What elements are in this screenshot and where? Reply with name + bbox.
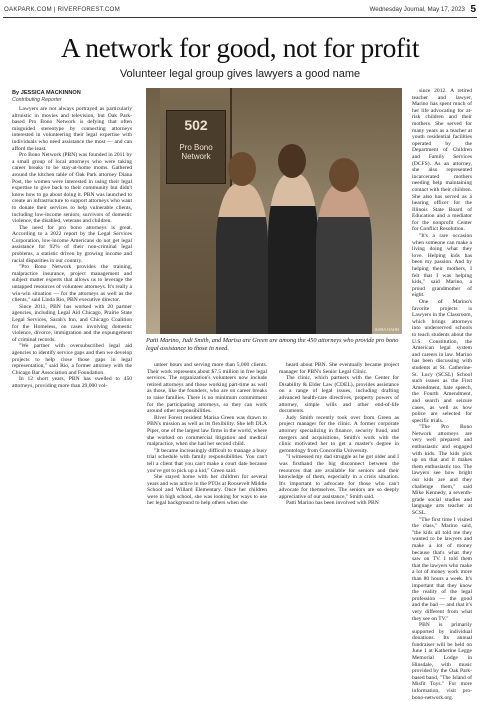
paragraph: Since 2011, PBN has worked with 20 partner agencies, including Legal Aid Chicago, Prairie State Legal Services, Sarah's Inn, and Chicago Coalition for the Homeless, on cases involving domestic violence, divorce, immigration and the expungement of criminal records. — [12, 303, 132, 343]
article-column-2 — [147, 362, 267, 507]
article-column-4 — [412, 88, 472, 701]
paragraph: Patti Marino has been involved with PBN — [286, 500, 379, 507]
byline: By JESSICA MACKINNON — [12, 90, 81, 96]
paragraph: "I witnessed my dad struggle as he got older and I was firsthand the big disconnect between the resources that are available for seniors and their knowledge of them, especially in a crisis situation. It's important to advocate for those who can't advocate for themselves. The seniors are so deeply appreciative of our assistance," Smith said. — [279, 454, 399, 500]
sign-number: 502 — [184, 117, 208, 133]
photo-head-right — [329, 158, 359, 192]
paragraph: One of Marino's favorite projects is Lawyers in the Classroom, which brings attorneys into underserved schools to teach students about the U.S. Constitution, the American legal system and careers in law. Marino has been discussing with students at St. Catherine-St. Lucy (SCSL) School such issues as the First Amendment, hate speech, the Fourth Amendment, and search and seizure cases, as well as how police are selected for specific trials. — [412, 299, 472, 424]
paragraph: River Forest resident Marisa Green was drawn to PBN's mission as well as its flexibility. She left DLA Piper, one of the largest law firms in the world, where she worked on commercial litigation and medical malpractice, when she had her second child. — [147, 414, 267, 448]
photo-head-middle — [278, 144, 306, 178]
paragraph: Pro Bono Network (PBN) was founded in 2011 by a small group of local attorneys who were taking career breaks to be stay-at-home moms. Gathered around the kitchen table of Oak Park attorney Diana Post, the women were interested in using their legal expertise to give back to their community but didn't know how to go about doing it. PBN was launched to create an infrastructure to support attorneys who want to donate their services to help vulnerable clients, including low-income seniors, survivors of domestic violence, the disabled, veterans and children. — [12, 152, 132, 225]
photo-head-left — [228, 152, 256, 186]
office-sign — [166, 110, 226, 184]
paragraph: PBN is primarily supported by individual donations. Its annual fundraiser will be held on June 1 at Katherine Legge Memorial Lodge in Hinsdale, with music provided by the Oak Park-based band, "The Island of Misfit Toys." For more information, visit pro-bono-network.org. — [412, 622, 472, 701]
photo-person-left — [216, 184, 268, 334]
sign-text-line-2: Network — [181, 152, 211, 161]
header-publication-date: Wednesday Journal, May 17, 2023 — [369, 6, 465, 13]
paragraph: She stayed home with her children for several years and was active in the PTOs at Roosevelt Middle School and Willard Elementary. Once her children were in high school, she was looking for ways to use her legal background to help others when she — [147, 474, 267, 507]
paragraph: "We partner with oversubscribed legal aid agencies to identify service gaps and then we develop projects to help close those gaps in legal representation," said Rio, a former attorney with the Chicago Bar Association and Foundation. — [12, 343, 132, 376]
paragraph: since 2012. A retired teacher and lawyer, Marino has spent much of her life advocating for at-risk children and their mothers. She served for many years as a teacher at youth residential facilities operated by the Department of Children and Family Services (DCFS). As an attorney, she also represented incarcerated mothers needing help maintaining contact with their children. She also has served as a hearing officer for the Illinois State Board of Education and a mediator for the nonprofit Center for Conflict Resolution. — [412, 88, 472, 233]
photo-caption: Patti Marino, Judi Smith, and Marisa are Green are among the 450 attorneys who provide pro bono legal assistance to those in need. — [146, 337, 399, 352]
paragraph: "Pro Bono Network provides the training, malpractice insurance, project management and subject matter experts that allows us to leverage the untapped resources of volunteer attorneys. It's really a win-win situation — for the attorneys as well as the clients," said Linda Rio, PBN executive director. — [12, 264, 132, 304]
paragraph: "The first time I visited the class," Marino said, "the kids all told me they wanted to be lawyers and make a lot of money because that's what they saw on TV. I told them that the lawyers who make a lot of money work more than 80 hours a week. It's important that they know the reality of the legal profession — the good and the bad — and that it's very different from what they see on TV." — [412, 516, 472, 622]
article-headline: A network for good, not for profit — [60, 32, 420, 63]
paragraph: The need for pro bono attorneys is great. According to a 2022 report by the Legal Services Corporation, low-income Americans do not get legal assistance for 92% of their non-criminal legal problems, a statistic driven by growing income and racial disparities in our country. — [12, 224, 132, 264]
paragraph: "It's a rare occasion when someone can make a living doing what they love. Helping kids has been my passion. And by helping their mothers, I felt that I was helping kids," said Marino, a proud grandmother of eight. — [412, 233, 472, 299]
page-number: 5 — [470, 4, 476, 15]
article-photo — [146, 88, 402, 334]
paragraph: "It became increasingly difficult to manage a busy trial schedule with family responsibilities. You can't tell a client that you can't make a court date because you've got to pick up a kid," Green said. — [147, 447, 267, 474]
paragraph: In 12 short years, PBN has swelled to 450 attorneys, providing more than 29,000 vol- — [12, 376, 132, 389]
paragraph: The clinic, which partners with the Center for Disability & Elder Law (CDEL), provides assistance on a range of legal issues, including drafting advanced health-care directives, property powers of attorney, simple wills and other end-of-life documents. — [279, 375, 399, 415]
sign-text-line-1: Pro Bono — [179, 143, 213, 152]
paragraph: Lawyers are not always portrayed as particularly altruistic in movies and television, but Oak Park-based Pro Bono Network is defying that often misguided stereotype by connecting attorneys interested in volunteering their legal expertise with individuals who need assistance the most — and can afford the least. — [12, 106, 132, 152]
page-header — [3, 6, 477, 16]
photo-credit: SARA HAHN — [374, 327, 399, 332]
paragraph: heard about PBN. She eventually became project manager for PBN's Senior Legal Clinic. — [279, 362, 399, 375]
article-subhead: Volunteer legal group gives lawyers a good name — [119, 68, 361, 80]
header-rule — [3, 17, 477, 18]
paragraph: unteer hours and serving more than 5,000 clients. Their work represents about $7.5 million in free legal services. The organization's volunteers now include retired attorneys and those working part-time as well as those, like the founders, who are on career breaks to raise families. There is no minimum commitment for the participating attorneys, so they can work around other responsibilities. — [147, 362, 267, 415]
photo-person-right — [316, 184, 372, 334]
photo-person-middle — [268, 174, 318, 334]
article-column-1 — [12, 106, 132, 390]
paragraph: Judy Smith recently took over from Green as project manager for the clinic. A former corporate attorney specializing in finance, security fraud, and mergers and acquisitions, Smith's work with the clinic motivated her to get a master's degree in gerontology from Concordia University. — [279, 414, 399, 454]
byline-role: Contributing Reporter — [12, 97, 62, 103]
paragraph: "The Pro Bono Network attorneys are very well prepared and enthusiastic and engaged with kids. The kids pick up on that and it makes them enthusiastic too. The lawyers see how bright our kids are and they challenge them," said Mike Kennedy, a seventh-grade social studies and language arts teacher at SCSL. — [412, 424, 472, 516]
header-site-links[interactable]: OAKPARK.COM | RIVERFOREST.COM — [4, 6, 120, 13]
article-column-3 — [279, 362, 399, 507]
